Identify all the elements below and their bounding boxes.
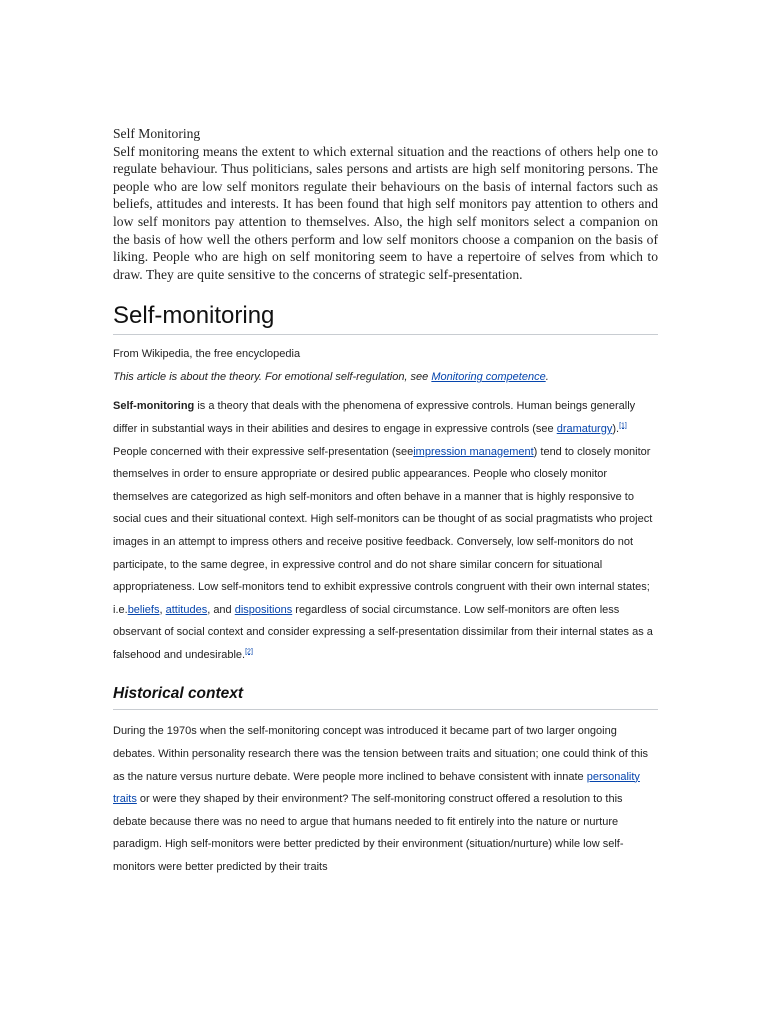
intro-text-6: , and [207,603,235,616]
hatnote-suffix: . [545,371,549,384]
beliefs-link[interactable]: beliefs [127,603,160,616]
bold-term: Self-monitoring [113,400,195,413]
history-paragraph [113,720,658,878]
intro-text-2: ). [612,422,620,435]
history-text-1: During the 1970s when the self-monitoring concept was introduced it became part of two larger ongoing debates. Within personality research there was the tension between traits and situation; one could think of this as the nature versus nurture debate. Were people more inclined to behave consistent with innate [113,725,649,783]
hatnote [113,369,658,385]
intro-text-7: regardless of social circumstance. Low self-monitors are often less observant of social context and consider expressing a self-presentation dissimilar from their internal states as a falsehood and undesirable. [113,603,653,661]
hatnote-text: This article is about the theory. For emotional self-regulation, see [113,371,432,384]
reference-1-link[interactable]: [1] [619,422,627,430]
intro-paragraph [113,395,658,666]
document-page [113,125,658,879]
attitudes-link[interactable]: attitudes [165,603,208,616]
notes-title: Self Monitoring [113,126,201,141]
intro-text-4: ) tend to closely monitor themselves in order to ensure appropriate or desired public appearances. People who closely monitor themselves are categorized as high self-monitors and often behave in a manner that is highly responsive to social cues and their situational context. High self-monitors can be thought of as social pragmatists who project images in an attempt to impress others and receive positive feedback. Conversely, low self-monitors do not participate, to the same degree, in expressive control and do not share similar concern for situational appropriateness. Low self-monitors tend to exhibit expressive controls congruent with their own internal states; i.e. [113,445,653,616]
notes-body: Self monitoring means the extent to which external situation and the reactions of others help one to regulate behaviour. Thus politicians, sales persons and artists are high self monitoring persons. The people who are low self monitors regulate their behaviours on the basis of internal factors such as beliefs, attitudes and interests. It has been found that high self monitors pay attention to others and low self monitors pay attention to themselves. Also, the high self monitors select a companion on the basis of how well the others perform and low self monitors choose a companion on the basis of liking. People who are high on self monitoring seem to have a repertoire of selves from which to draw. They are quite sensitive to the concerns of strategic self-presentation. [113,143,658,282]
history-text-2: or were they shaped by their environment? The self-monitoring construct offered a resolution to this debate because there was no need to argue that humans needed to fit entirely into the nature or nurture paradigm. High self-monitors were better predicted by their environment (situation/nurture) while low self-monitors were better predicted by their traits [113,793,624,874]
impression-management-link[interactable]: impression management [413,445,534,458]
typed-notes [113,125,658,283]
intro-text-3: People concerned with their expressive self-presentation (see [113,445,414,458]
article-source: From Wikipedia, the free encyclopedia [113,348,301,361]
intro-text-5: , [159,603,166,616]
article-title: Self-monitoring [113,301,658,335]
dispositions-link[interactable]: dispositions [234,603,293,616]
dramaturgy-link[interactable]: dramaturgy [556,422,613,435]
reference-2-link[interactable]: [2] [245,648,253,656]
monitoring-competence-link[interactable]: Monitoring competence [431,371,546,384]
section-heading-historical-context: Historical context [113,684,658,710]
personality-traits-link[interactable]: personality traits [113,770,640,806]
intro-text-1: is a theory that deals with the phenomena of expressive controls. Human beings generally differ in substantial ways in their abilities and desires to engage in expressive controls (see [113,400,636,435]
